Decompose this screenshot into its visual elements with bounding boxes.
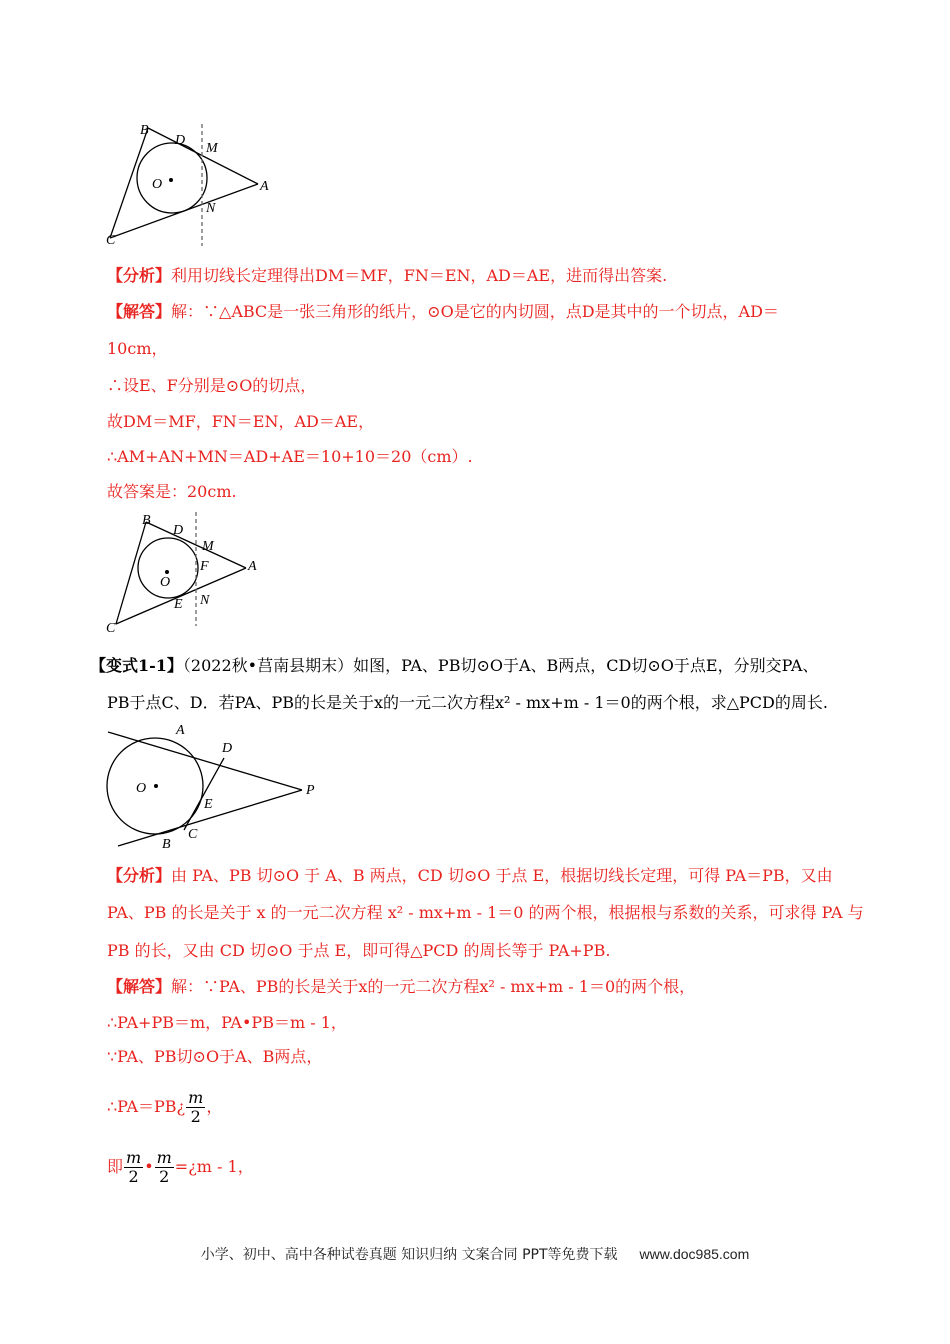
fraction-m-over-2-second: $\frac{m}{2}$ [156, 1148, 172, 1186]
label-D: D [175, 133, 186, 148]
label-A: A [260, 179, 269, 194]
answer-2-line-5: 即 $\frac{m}{2}$ • $\frac{m}{2}$ =¿m - 1， [107, 1148, 254, 1186]
answer-2-line-2: ∴PA+PB＝m，PA•PB＝m - 1， [107, 1013, 347, 1032]
answer-1-line-5: ∴AM+AN+MN＝AD+AE＝10+10＝20（cm）. [107, 447, 473, 466]
analysis-2-line-3: PB 的长，又由 CD 切⊙O 于点 E，即可得△PCD 的周长等于 PA+PB. [107, 941, 611, 960]
answer-1-line-6: 故答案是：20cm. [107, 482, 237, 501]
label-C: C [106, 233, 116, 248]
label-B: B [142, 513, 151, 528]
answer-1-line-4: 故DM＝MF，FN＝EN，AD＝AE， [107, 412, 375, 431]
analysis-2-line-2: PA、PB 的长是关于 x 的一元二次方程 x² - mx+m - 1＝0 的两个根，根据根与系数的关系，可求得 PA 与 [107, 903, 864, 922]
label-A: A [176, 723, 185, 738]
figure-triangle-incircle-2 [100, 508, 270, 636]
variant-question-line-1: 【变式1-1】（2022秋•莒南县期末）如图，PA、PB切⊙O于A、B两点，CD切⊙O于点E，分别交PA、 [90, 656, 819, 675]
label-B: B [162, 837, 171, 850]
label-O: O [136, 781, 147, 796]
label-D: D [173, 523, 184, 538]
footer-url[interactable]: www.doc985.com [639, 1246, 750, 1262]
label-B: B [140, 123, 149, 138]
fraction-m-over-2-first: $\frac{m}{2}$ [126, 1148, 142, 1186]
analysis-1: 【分析】利用切线长定理得出DM＝MF，FN＝EN，AD＝AE，进而得出答案. [107, 266, 668, 285]
label-E: E [204, 797, 213, 812]
label-C: C [188, 827, 198, 842]
figure-tangent-circle [100, 718, 330, 850]
fraction-m-over-2: $\frac{m}{2}$ [188, 1088, 204, 1126]
answer-1-line-2: 10cm， [107, 339, 168, 358]
answer-1-line-1: 【解答】解：∵△ABC是一张三角形的纸片，⊙O是它的内切圆，点D是其中的一个切点，AD＝ [107, 302, 779, 321]
answer-2-line-1: 【解答】解：∵PA、PB的长是关于x的一元二次方程x² - mx+m - 1＝0的两个根， [107, 977, 696, 996]
figure-triangle-incircle-1 [100, 118, 280, 250]
label-O: O [160, 575, 171, 590]
label-M: M [206, 141, 218, 156]
label-M: M [202, 539, 214, 554]
answer-2-line-4: ∴PA＝PB¿ $\frac{m}{2}$ ， [107, 1088, 223, 1126]
analysis-2-line-1: 【分析】由 PA、PB 切⊙O 于 A、B 两点，CD 切⊙O 于点 E，根据切线长定理，可得 PA＝PB，又由 [107, 866, 833, 885]
footer-text: 小学、初中、高中各种试卷真题 知识归纳 文案合同 PPT等免费下载 [200, 1247, 618, 1263]
label-D: D [222, 741, 233, 756]
label-P: P [306, 783, 315, 798]
label-O: O [152, 177, 163, 192]
label-F: F [200, 559, 209, 574]
page-footer [0, 1244, 950, 1264]
label-N: N [206, 201, 216, 216]
label-A: A [248, 559, 257, 574]
label-E: E [174, 597, 183, 612]
label-N: N [200, 593, 210, 608]
answer-2-line-3: ∵PA、PB切⊙O于A、B两点， [107, 1047, 323, 1066]
variant-question-line-2: PB于点C、D．若PA、PB的长是关于x的一元二次方程x² - mx+m - 1＝0的两个根，求△PCD的周长. [107, 693, 828, 712]
answer-1-line-3: ∴设E、F分别是⊙O的切点， [107, 376, 317, 395]
label-C: C [106, 621, 116, 636]
